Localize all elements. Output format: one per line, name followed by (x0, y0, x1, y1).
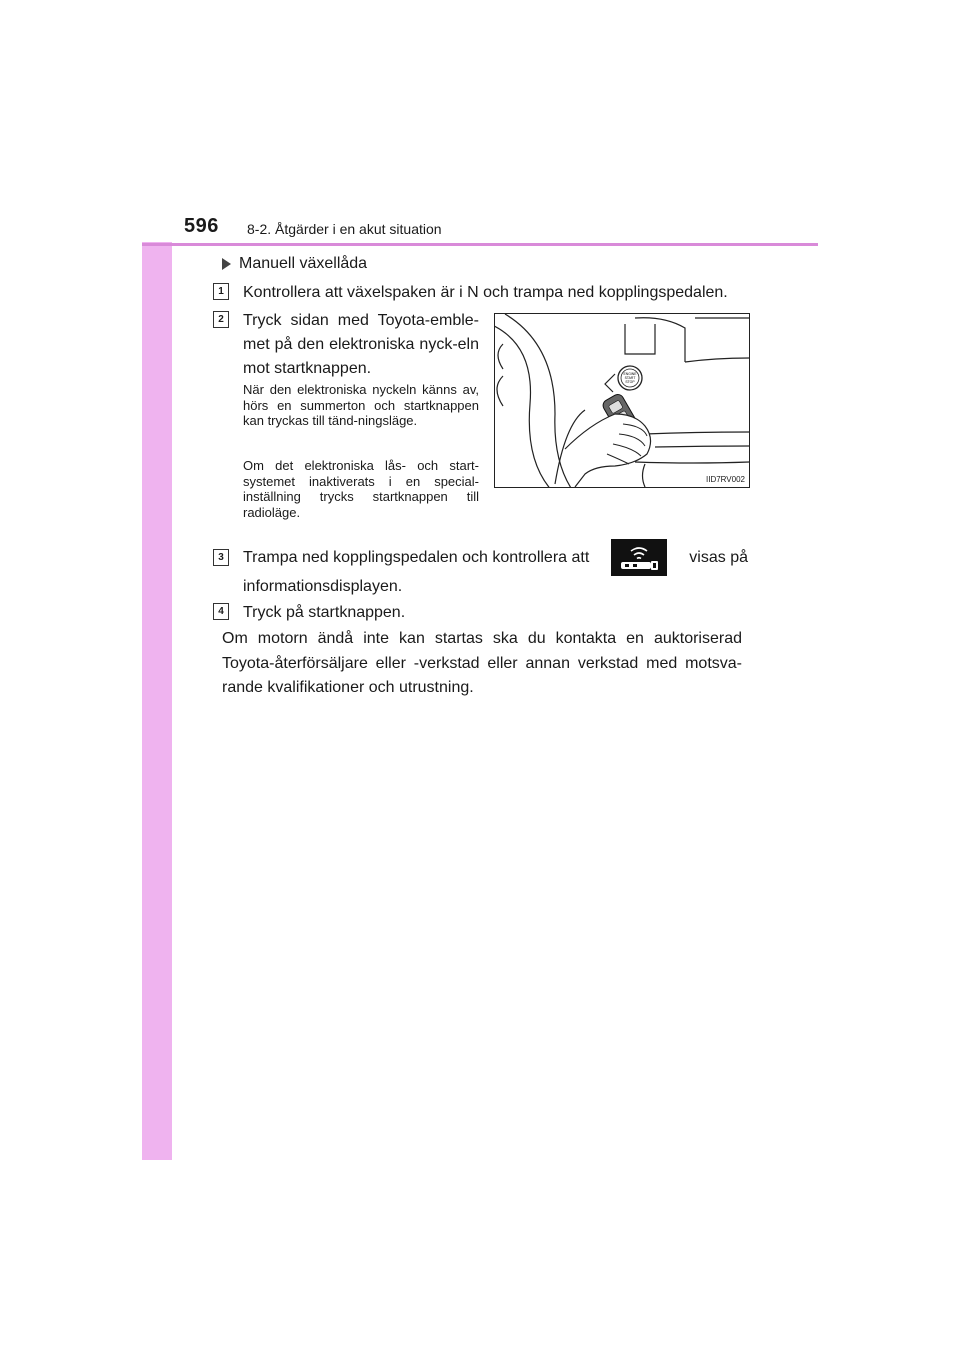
header-rule (142, 243, 818, 246)
subheading (222, 255, 367, 273)
step-text-3-line2: informationsdisplayen. (243, 578, 403, 595)
note-1: När den elektroniska nyckeln känns av, hörs en summerton och startknappen kan tryckas till tänd-ningsläge. (243, 382, 479, 428)
sidebar-tab (142, 198, 172, 1160)
key-to-start-button-illustration (495, 314, 749, 487)
step-number-1: 1 (213, 283, 229, 300)
button-label-engine: ENGINE (623, 372, 637, 376)
button-label-start: START (624, 376, 636, 380)
page-number: 596 (184, 215, 219, 237)
figure-start-key (494, 313, 750, 488)
step-text-3-after: visas på (689, 549, 748, 566)
subheading-text: Manuell växellåda (239, 255, 368, 272)
step-number-4: 4 (213, 603, 229, 620)
step-text-1: Kontrollera att växelspaken är i N och trampa ned kopplingspedalen. (243, 284, 728, 301)
step-text-3-before: Trampa ned kopplingspedalen och kontrollera att (243, 549, 590, 566)
step-number-2: 2 (213, 311, 229, 328)
button-label-stop: STOP (625, 380, 635, 384)
header-bar (142, 198, 818, 242)
note-2: Om det elektroniska lås- och start-systemet inaktiverats i en special-inställning trycks startknappen till radioläge. (243, 458, 479, 520)
step-text-4: Tryck på startknappen. (243, 604, 406, 621)
body-paragraph: Om motorn ändå inte kan startas ska du kontakta en auktoriserad Toyota-återförsäljare eller -verkstad eller annan verkstad med motsva-rande kvalifikationer och utrustning. (222, 630, 742, 696)
triangle-bullet-icon (222, 258, 231, 270)
figure-code: IID7RV002 (706, 475, 745, 484)
step-text-3 (243, 539, 748, 576)
step-text-2: Tryck sidan med Toyota-emble-met på den elektroniska nyck-eln mot startknappen. (243, 312, 479, 377)
step-number-3: 3 (213, 549, 229, 566)
section-title: 8-2. Åtgärder i en akut situation (247, 221, 442, 237)
smart-key-indicator-icon (611, 539, 667, 576)
